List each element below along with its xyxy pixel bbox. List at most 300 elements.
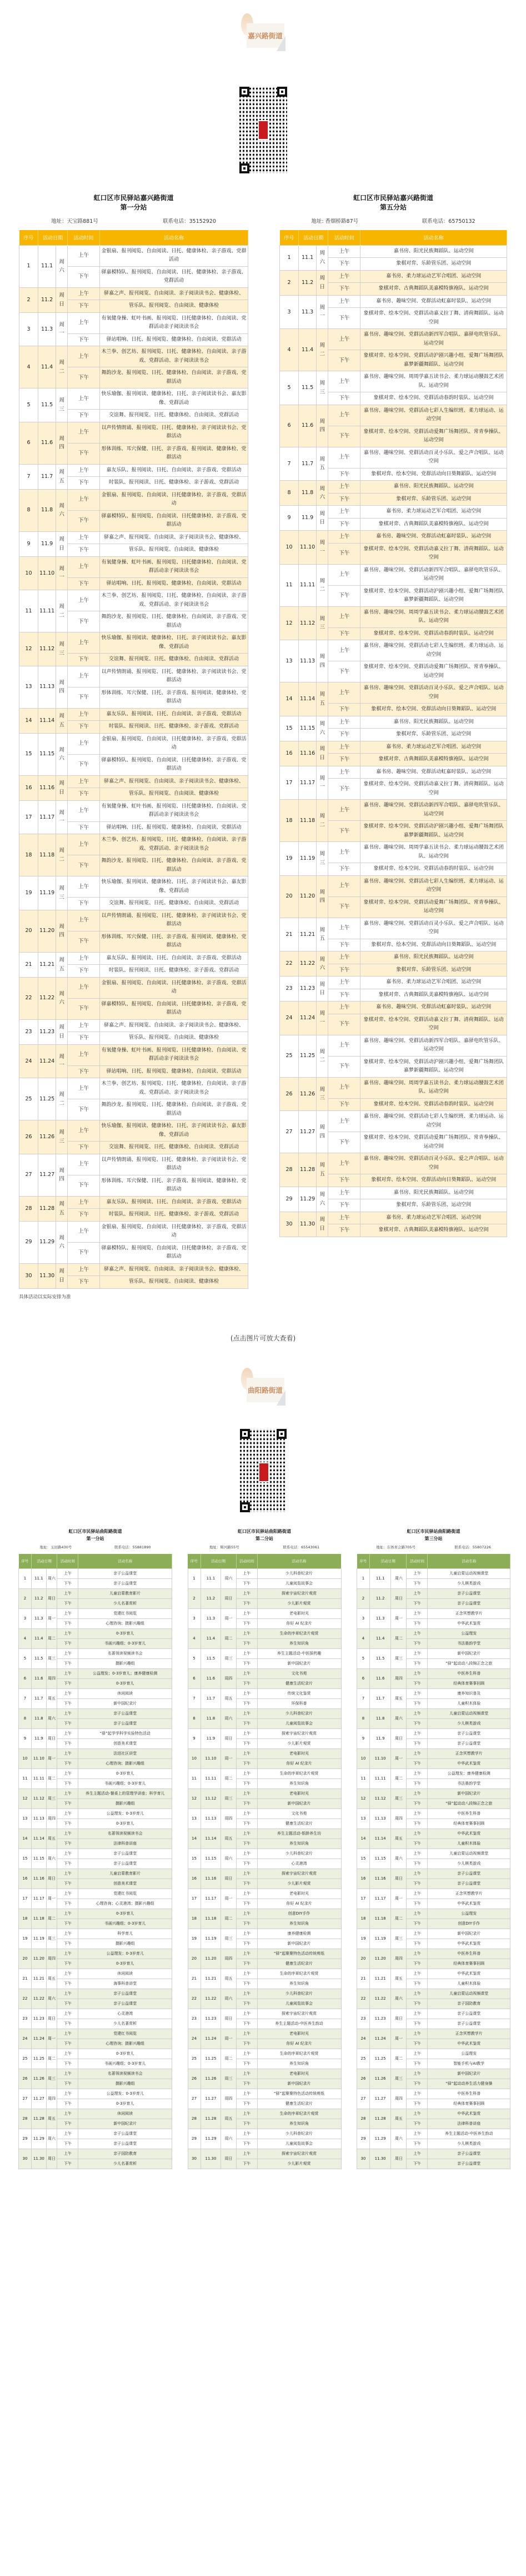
time-pm: 下午 [328,1132,360,1153]
row-number: 21 [188,1969,201,1989]
activity-pm: 时装队、报刊阅读、日托、健康体检、亲子游戏、党群活动 [100,1209,248,1222]
activity-pm: 形体训练、耳穴保健、日托、亲子游戏、报刊阅读、健康体检、党群活动 [100,443,248,464]
activity-am: 嘉友乐队、报刊阅读、日托、自由阅读、亲子游戏、党群活动 [100,952,248,965]
table-row [19,1789,172,1799]
activity-pm: 经典体育赛事回顾 [428,1959,510,1969]
activity-am: 嘉友乐队、报刊阅读、日托、自由阅读、亲子游戏、党群活动 [100,1196,248,1209]
row-date: 11.6 [38,422,56,464]
table-row [19,1629,172,1639]
time-am: 上午 [328,716,360,729]
time-am: 上午 [236,1629,257,1639]
time-pm: 下午 [68,654,100,666]
row-number: 17 [280,766,299,800]
table-row [19,666,248,687]
time-am: 上午 [236,1869,257,1879]
row-date: 11.30 [299,1212,317,1237]
row-date: 11.11 [370,1769,391,1789]
row-weekday: 周二 [317,564,328,606]
activity-pm: 亲子公益课堂 [428,1599,510,1609]
table-row [357,1669,510,1679]
row-date: 11.27 [201,2089,221,2109]
row-date: 11.3 [370,1609,391,1629]
table-row [19,556,248,577]
activity-pm: 创意美术课堂 [78,1879,172,1889]
row-weekday: 周日 [391,1869,407,1889]
row-date: 11.16 [32,1869,47,1889]
time-pm: 下午 [68,931,100,952]
row-weekday: 周一 [56,312,68,346]
row-weekday: 周四 [391,2089,407,2109]
table-row [357,1969,510,1979]
activity-pm: 经典体育赛事回顾 [428,2099,510,2109]
activity-pm: 形体训练、耳穴保健、日托、亲子游戏、报刊阅读、健康体检、党群活动 [100,931,248,952]
activity-am: 生命的序章纪录片观赏 [257,1629,341,1639]
row-date: 11.16 [299,741,317,766]
zoom-caption: (点击图片可放大查看) [230,1334,296,1342]
time-am: 上午 [328,1035,360,1056]
row-number: 2 [19,287,38,312]
activity-am: 0-3岁育儿 [78,2049,172,2059]
time-am: 上午 [328,842,360,863]
activity-am: 传统文化鉴赏 [257,1689,341,1699]
row-date: 11.2 [32,1589,47,1609]
row-number: 16 [280,741,299,766]
table-row [357,1609,510,1619]
row-number: 11 [19,1769,32,1789]
time-pm: 下午 [407,1979,428,1989]
time-am: 上午 [57,1609,78,1619]
table-row [188,1569,341,1579]
time-am: 上午 [407,1809,428,1819]
activity-pm: 亲子国防教育 [428,1999,510,2009]
table-row [19,1196,248,1209]
row-date: 11.27 [370,2089,391,2109]
time-am: 上午 [57,2089,78,2099]
row-date: 11.5 [38,388,56,422]
table-row [188,1989,341,1999]
row-date: 11.5 [370,1649,391,1669]
activity-am: “驿”起聚聚特色活动传统剪纸 [257,2089,341,2099]
time-am: 上午 [57,1769,78,1779]
row-weekday: 周日 [317,976,328,1001]
time-am: 上午 [236,2089,257,2099]
table-row [280,1077,507,1098]
time-pm: 下午 [236,1639,257,1649]
time-pm: 下午 [407,1899,428,1909]
row-date: 11.29 [370,2129,391,2149]
table-row [19,1044,248,1065]
station-phone: 联系电话：35152920 [163,218,216,225]
row-weekday: 周二 [56,1078,68,1120]
row-weekday: 周日 [46,1729,57,1749]
quyang-banner [241,1368,285,1412]
row-date: 11.14 [32,1829,47,1849]
table-row [19,1078,248,1099]
row-date: 11.10 [38,556,56,590]
row-weekday: 周一 [391,1749,407,1769]
row-weekday: 周五 [391,1829,407,1849]
row-date: 11.7 [32,1689,47,1709]
activity-am: 嘉书房、阳光民族舞蹈队、运动空间 [360,481,507,494]
activity-am: 休闲阅读 [78,1689,172,1699]
table-row [19,2029,172,2039]
time-pm: 下午 [236,1579,257,1589]
table-row [280,800,507,821]
activity-pm: 交谊舞、报刊阅览、日托、健康体检、自由阅读、党群活动 [100,654,248,666]
time-pm: 下午 [407,1939,428,1949]
time-am: 上午 [328,1187,360,1199]
time-pm: 下午 [407,2019,428,2029]
row-date: 11.6 [299,405,317,447]
table-row [19,531,248,544]
row-date: 11.25 [201,2049,221,2069]
time-am: 上午 [236,1749,257,1759]
time-pm: 下午 [57,1779,78,1789]
activity-am: 生命的序章纪录片观赏 [257,1769,341,1779]
time-am: 上午 [57,1649,78,1659]
time-pm: 下午 [407,1599,428,1609]
time-pm: 下午 [407,1699,428,1709]
activity-am: 亲子公益课堂 [78,1989,172,1999]
row-number: 13 [19,1809,32,1829]
activity-am: 少儿科普纪录片 [257,1709,341,1719]
activity-am: 探索宇宙纪录片观赏 [257,1869,341,1879]
table-row [357,1629,510,1639]
table-row [188,1889,341,1899]
activity-am: 公益理发 [428,1909,510,1919]
row-weekday: 周六 [317,481,328,506]
row-date: 11.8 [370,1709,391,1729]
row-weekday: 周日 [46,1589,57,1609]
row-weekday: 周三 [317,842,328,876]
row-number: 23 [188,2009,201,2029]
table-row [188,2089,341,2099]
row-weekday: 周五 [391,1969,407,1989]
time-am: 上午 [407,1909,428,1919]
row-number: 9 [357,1729,370,1749]
time-pm: 下午 [57,1739,78,1749]
row-date: 11.21 [299,918,317,951]
activity-pm: 管乐队、报刊阅览、自由阅读、健康体检 [100,1032,248,1045]
activity-pm: 0-3岁育儿 [78,2099,172,2109]
activity-pm: 书法墨韵学堂 [428,1779,510,1789]
table-row [19,312,248,333]
time-am: 上午 [57,1569,78,1579]
activity-am: 驿嘉之声、报刊阅览、自由阅读、亲子阅读读书会、健康体检、 [100,1263,248,1276]
time-pm: 下午 [68,300,100,313]
row-number: 11 [357,1769,370,1789]
time-pm: 下午 [328,1056,360,1077]
row-date: 11.3 [299,295,317,329]
row-weekday: 周一 [46,1609,57,1629]
row-weekday: 周六 [56,733,68,775]
table-row [280,842,507,863]
activity-am: 名著领读视频读书会 [78,2069,172,2079]
time-am: 上午 [407,2009,428,2019]
row-weekday: 周日 [391,1729,407,1749]
time-pm: 下午 [236,2059,257,2069]
time-pm: 下午 [236,1839,257,1849]
row-date: 11.1 [201,1569,221,1589]
activity-am: 0-3岁育儿 [78,1769,172,1779]
row-weekday: 周五 [46,1969,57,1989]
activity-pm: 少儿影片观赏 [257,1739,341,1749]
header-time: 活动时间 [328,230,360,245]
row-number: 28 [280,1153,299,1187]
row-date: 11.23 [201,2009,221,2029]
row-date: 11.7 [201,1689,221,1709]
row-number: 22 [280,951,299,976]
row-weekday: 周二 [391,2049,407,2069]
row-number: 26 [19,1120,38,1154]
time-pm: 下午 [68,1032,100,1045]
row-weekday: 周五 [56,708,68,733]
time-am: 上午 [57,1849,78,1859]
activity-am: 嘉书房、趣味空间、党群活动七彩人生编织班、柔力球运动、运动空间 [360,1111,507,1132]
table-row [357,1809,510,1819]
activity-pm: 少儿影片观赏 [257,1599,341,1609]
table-row [19,1120,248,1142]
activity-am: 以声传情朗诵、报刊阅览、日托、健康体检、亲子阅读读书会、党群活动 [100,1154,248,1175]
station-address: 地址：东体育会路705号 [376,1544,416,1549]
activity-pm: 象棋对弈、绘本空间、党群活动嘉义拉丁舞、清荷舞蹈队、运动空间 [360,779,507,800]
header-activity: 活动名称 [428,1554,510,1569]
row-number: 13 [188,1809,201,1829]
activity-pm: 环保科普 [257,1699,341,1709]
row-number: 16 [19,775,38,800]
row-weekday: 周六 [317,951,328,976]
activity-am: 驿嘉之声、报刊阅览、自由阅读、亲子阅读读书会、健康体检、 [100,1019,248,1032]
time-pm: 下午 [407,1999,428,2009]
row-number: 19 [357,1929,370,1949]
schedule-table [279,230,507,1237]
activity-am: 嘉书房、柔力球运动艺军合唱团、运动空间 [360,270,507,283]
row-number: 30 [357,2149,370,2169]
time-pm: 下午 [407,1879,428,1889]
activity-am: 金银扇、报刊阅览、自由阅读、日托健康体检、亲子游戏、党群活动 [100,977,248,998]
schedule-table [19,230,248,1289]
row-number: 1 [19,1569,32,1589]
row-weekday: 周一 [317,766,328,800]
row-weekday: 周五 [391,1689,407,1709]
time-pm: 下午 [68,611,100,632]
header-activity: 活动名称 [360,230,507,245]
activity-am: 嘉友乐队、报刊阅读、日托、自由阅读、亲子游戏、党群活动 [100,708,248,721]
table-row [357,1829,510,1839]
row-number: 5 [19,388,38,422]
activity-am: 探索宇宙纪录片观赏 [257,2009,341,2019]
row-number: 30 [280,1212,299,1237]
time-pm: 下午 [68,1099,100,1120]
row-number: 18 [280,800,299,842]
row-number: 28 [19,2109,32,2129]
time-am: 上午 [407,1969,428,1979]
activity-am: 公益理发；康养健康检测 [428,1769,510,1779]
row-date: 11.24 [38,1044,56,1078]
table-row [357,1949,510,1959]
row-weekday: 周六 [391,1849,407,1869]
table-row [19,1909,172,1919]
activity-am: 少儿科普纪录片 [257,2129,341,2139]
row-date: 11.4 [201,1629,221,1649]
row-number: 12 [280,606,299,640]
time-am: 上午 [57,2009,78,2019]
row-number: 24 [188,2029,201,2049]
table-row [357,2149,510,2159]
row-weekday: 周三 [56,1120,68,1154]
time-pm: 下午 [328,989,360,1001]
activity-am: 嘉书房、趣味空间、党群活动虹嘉时装队、运动空间 [360,295,507,308]
time-am: 上午 [236,2149,257,2159]
activity-pm: 象棋对弈、绘本空间、党群活动沪剧兴趣小组、爱舞广场舞团队嘉梦新疆舞蹈队、运动空间 [360,350,507,371]
activity-pm: 中华武术鉴赏 [428,1619,510,1629]
row-weekday: 周五 [317,1153,328,1187]
time-am: 上午 [328,481,360,494]
row-number: 28 [357,2109,370,2129]
table-row [357,2049,510,2059]
row-date: 11.28 [299,1153,317,1187]
table-row [19,1221,248,1242]
row-date: 11.27 [299,1111,317,1153]
time-pm: 下午 [328,1224,360,1237]
row-weekday: 周四 [391,1669,407,1689]
qr-logo-icon [258,120,269,140]
row-number: 27 [357,2089,370,2109]
activity-am: 中华武术鉴赏 [428,2109,510,2119]
time-am: 上午 [407,1569,428,1579]
time-pm: 下午 [328,493,360,506]
row-date: 11.21 [32,1969,47,1989]
time-pm: 下午 [236,1979,257,1989]
row-weekday: 周一 [317,295,328,329]
time-pm: 下午 [407,1619,428,1629]
row-number: 30 [19,2149,32,2169]
schedule-table [357,1554,510,2170]
row-weekday: 周二 [391,1629,407,1649]
row-number: 29 [19,2129,32,2149]
time-am: 上午 [57,2069,78,2079]
time-pm: 下午 [57,1679,78,1689]
station-address: 地址：辉河路55号 [209,1544,239,1549]
row-date: 11.30 [370,2149,391,2169]
time-am: 上午 [236,1709,257,1719]
row-date: 11.3 [32,1609,47,1629]
activity-am: 驿嘉之声、报刊阅览、自由阅读、亲子阅读读书会、健康体检、 [100,287,248,300]
row-date: 11.9 [32,1729,47,1749]
activity-am: 嘉书房、柔力球运动艺军合唱团、运动空间 [360,1212,507,1224]
row-weekday: 周五 [317,682,328,716]
row-weekday: 周一 [56,1044,68,1078]
activity-pm: 亲子公益课堂 [78,1999,172,2009]
schedule-table [188,1554,342,2170]
activity-pm: 象棋对弈、古典舞蹈队美嘉模特旗袍队、运动空间 [360,754,507,766]
time-am: 上午 [57,1789,78,1799]
station-address: 地址：玉田路430号 [39,1544,72,1549]
time-am: 上午 [328,1212,360,1224]
activity-pm: 海事科普讲堂 [78,1979,172,1989]
activity-pm: 象棋对弈、古典舞蹈队美嘉模特旗袍队、运动空间 [360,518,507,531]
time-am: 上午 [407,2149,428,2159]
row-date: 11.8 [32,1709,47,1729]
time-pm: 下午 [236,2139,257,2149]
table-row [280,1111,507,1132]
row-number: 7 [19,1689,32,1709]
row-weekday: 周三 [46,1649,57,1669]
activity-pm: 舞韵沙龙、报刊阅览、日托、健康体检、自由阅读、亲子游戏、党群活动 [100,1099,248,1120]
row-date: 11.13 [299,640,317,682]
row-number: 6 [357,1669,370,1689]
activity-am: 嘉书房、柔力球运动艺军合唱团、运动空间 [360,976,507,989]
activity-pm: 亲子公益课堂 [428,2159,510,2169]
activity-pm: 养生知识角 [257,1919,341,1929]
qr-code-icon[interactable] [239,87,287,173]
row-date: 11.10 [370,1749,391,1769]
time-am: 上午 [68,876,100,898]
row-number: 9 [188,1729,201,1749]
row-date: 11.3 [201,1609,221,1629]
table-row [357,1749,510,1759]
table-row [357,1569,510,1579]
time-pm: 下午 [236,1679,257,1689]
table-row [357,1989,510,1999]
activity-pm: 摄影兴趣组 [78,1799,172,1809]
activity-pm: 舞韵沙龙、报刊阅览、日托、健康体检、自由阅读、亲子游戏、党群活动 [100,611,248,632]
row-weekday: 周一 [221,1609,236,1629]
activity-am: 木兰拳、创艺坊、报刊阅览、日托、健康体检、自由阅读、亲子游戏、党群活动、亲子阅读读书会 [100,1078,248,1099]
time-pm: 下午 [328,939,360,951]
activity-pm: 经典体育赛事回顾 [428,1679,510,1689]
time-pm: 下午 [57,1919,78,1929]
time-am: 上午 [68,1019,100,1032]
row-date: 11.17 [299,766,317,800]
activity-pm: 交谊舞、报刊阅览、日托、健康体检、自由阅读、党群活动 [100,898,248,910]
row-number: 13 [280,640,299,682]
time-pm: 下午 [68,367,100,388]
time-pm: 下午 [68,1242,100,1263]
activity-am: 亲子公益课堂 [428,1869,510,1879]
time-am: 上午 [236,1849,257,1859]
time-pm: 下午 [236,1759,257,1769]
time-pm: 下午 [407,1639,428,1649]
time-pm: 下午 [68,1209,100,1222]
row-date: 11.20 [32,1949,47,1969]
time-pm: 下午 [236,2099,257,2109]
time-pm: 下午 [57,1599,78,1609]
time-am: 上午 [407,1689,428,1699]
time-pm: 下午 [57,1639,78,1649]
activity-am: 康养知识普及 [428,1689,510,1699]
row-date: 11.8 [201,1709,221,1729]
row-number: 25 [188,2049,201,2069]
qr-code-icon[interactable] [240,1429,287,1512]
activity-pm: 形体训练、耳穴保健、日托、亲子游戏、报刊阅读、健康体检、党群活动 [100,687,248,708]
activity-pm: 新中国纪录片 [78,1699,172,1709]
table-row [19,245,248,266]
row-date: 11.24 [370,2029,391,2049]
row-number: 14 [19,708,38,733]
table-row [280,295,507,308]
activity-pm: 驿嘉模特队、报刊阅览、自由阅读、日托、健康体检、亲子游戏、党群活动 [100,266,248,287]
row-date: 11.22 [32,1989,47,2009]
row-weekday: 周四 [391,1809,407,1829]
time-pm: 下午 [407,2039,428,2049]
activity-am: 中华武术鉴赏 [428,1829,510,1839]
row-number: 30 [19,1263,38,1288]
station-title: 虹口区市民驿站嘉兴路街道 [93,194,174,202]
time-am: 上午 [236,2109,257,2119]
activity-am: 嘉书房、趣味空间、党群活动虹嘉时装队、运动空间 [360,1001,507,1014]
time-am: 上午 [328,531,360,544]
